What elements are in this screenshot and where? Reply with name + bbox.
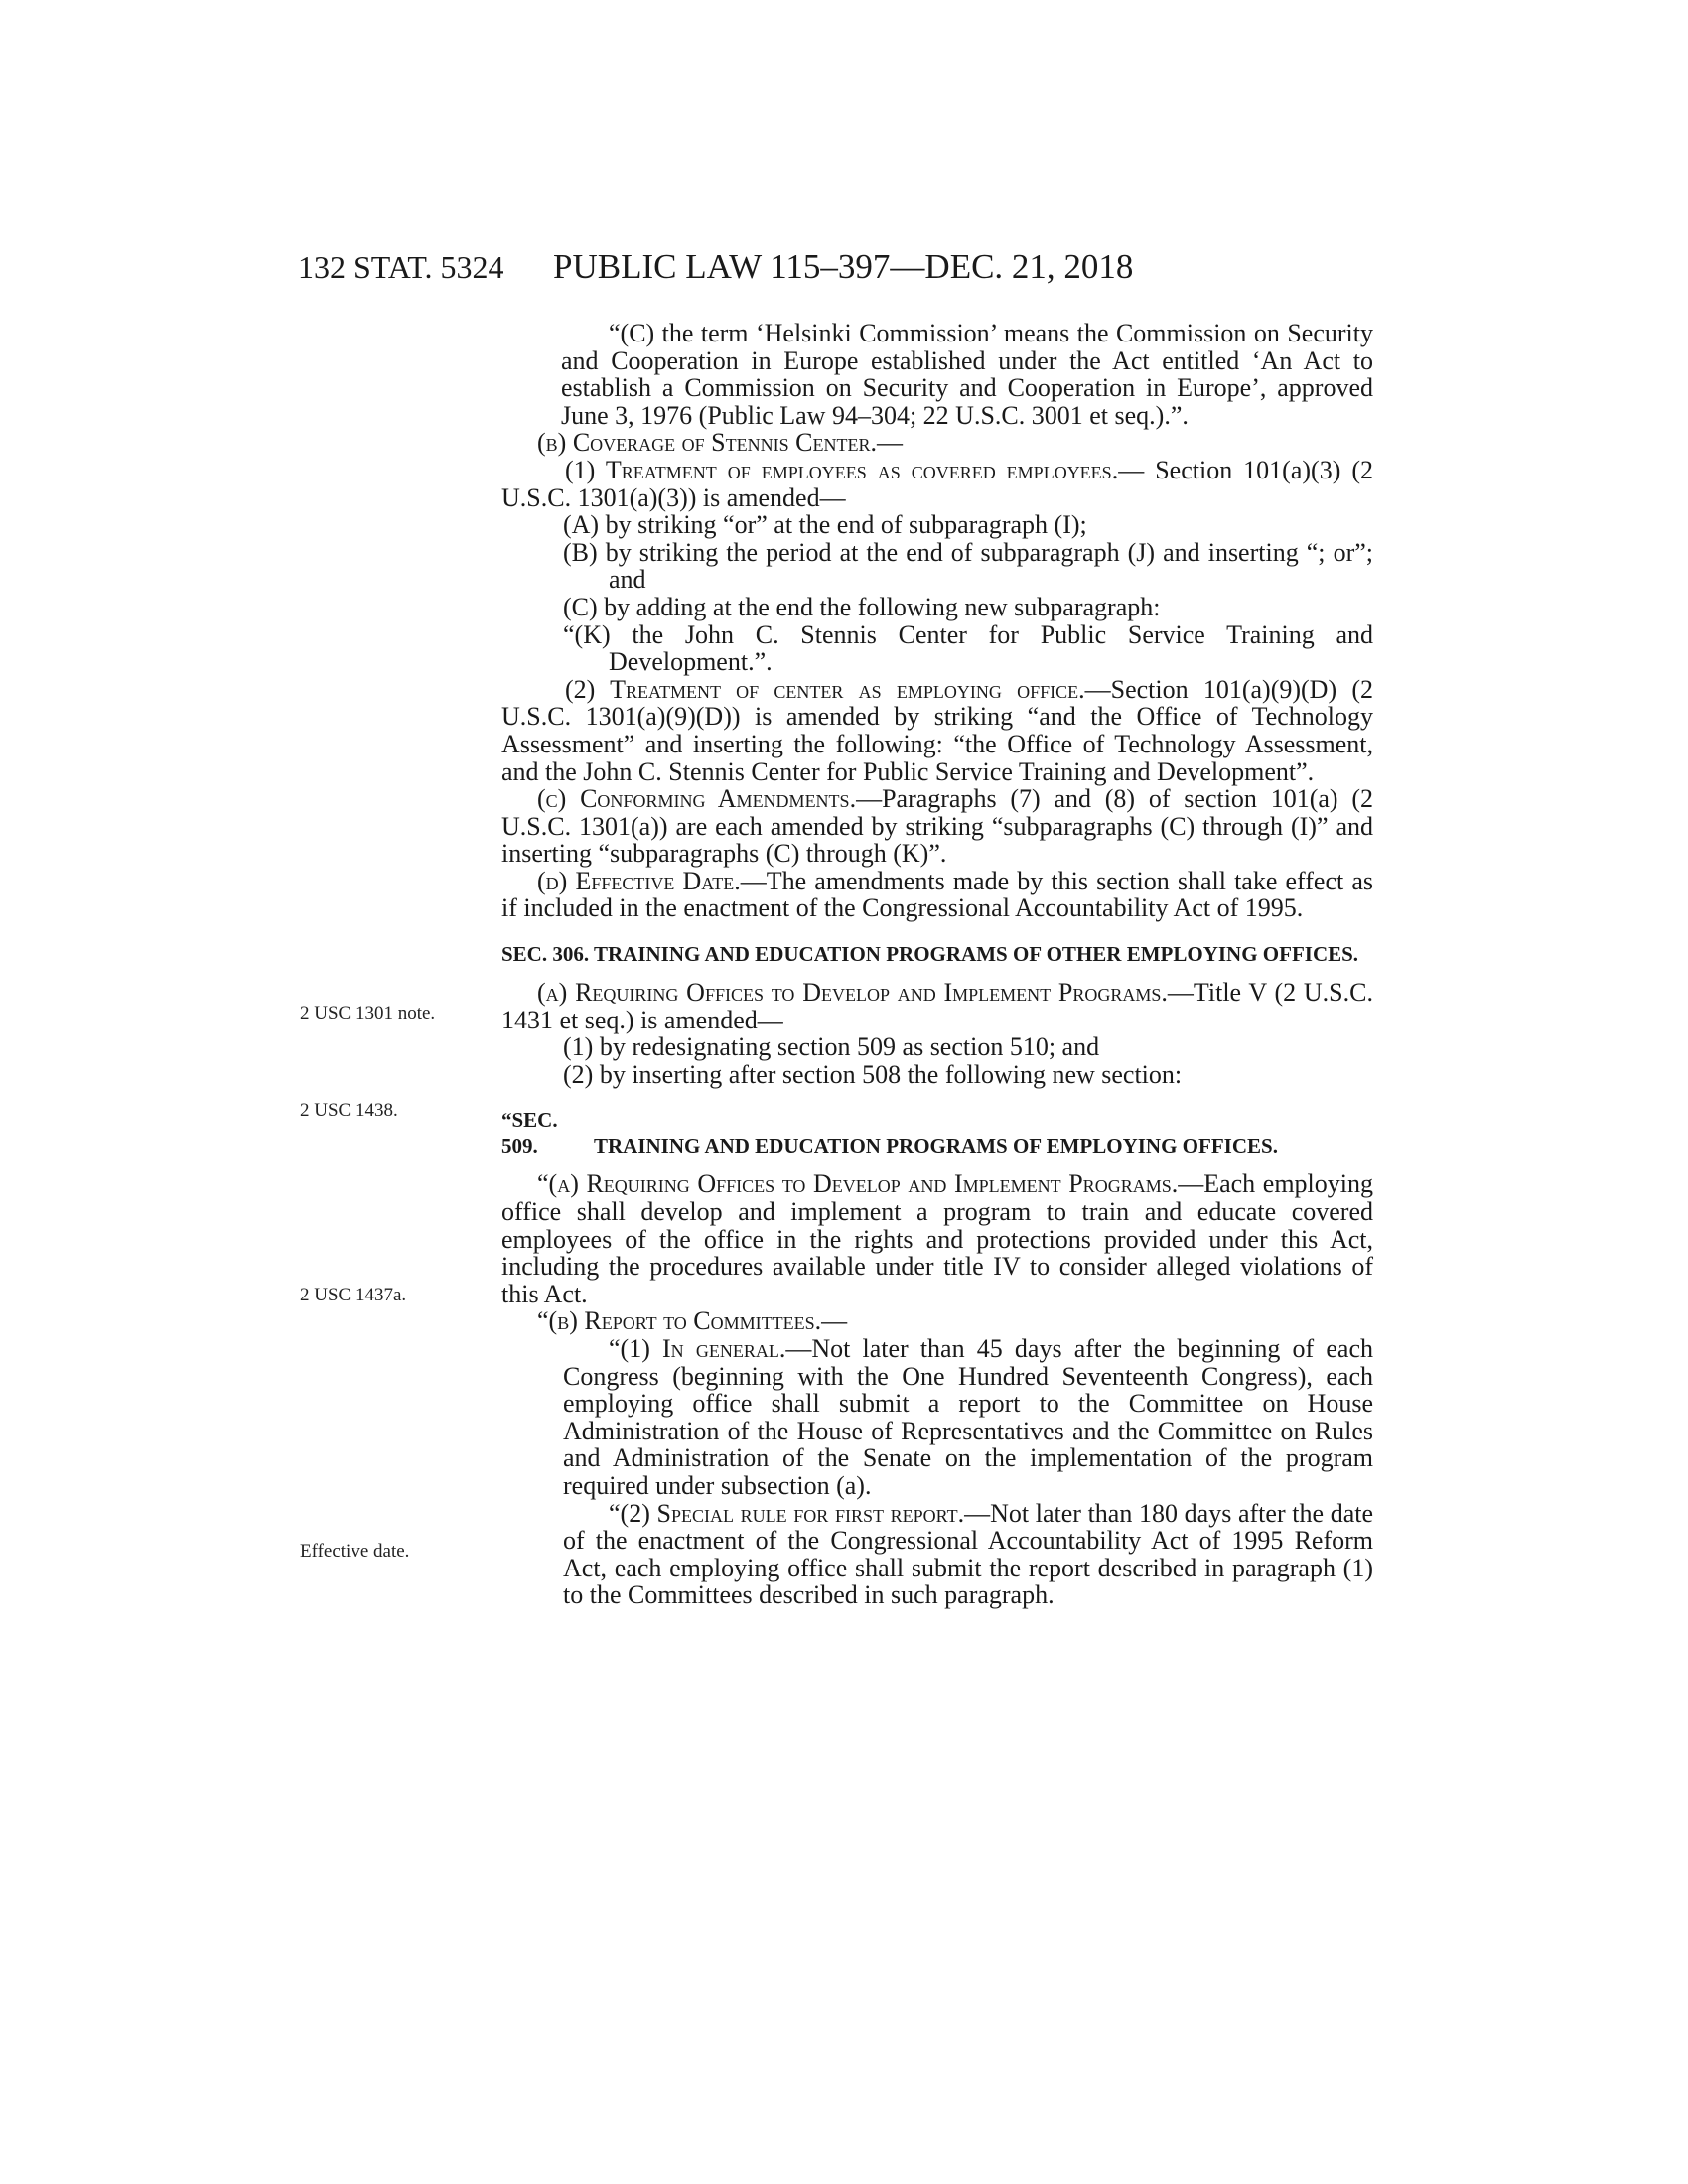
paragraph-b2 <box>501 676 1373 785</box>
subsection-509-b-heading: “(b) Report to Committees.— <box>537 1306 848 1336</box>
public-law-title: PUBLIC LAW 115–397—DEC. 21, 2018 <box>553 247 1134 286</box>
subsection-d-heading: (d) Effective Date.— <box>537 866 767 895</box>
subparagraph-b1-a: (A) by striking “or” at the end of subparagraph (I); <box>563 510 1087 540</box>
paragraph-b1-text: Section 101(a)(3) (2 U.S.C. 1301(a)(3)) is amended— <box>501 455 1374 512</box>
paragraph-b2-heading: (2) Treatment of center as employing office.— <box>565 674 1111 704</box>
subparagraph-b1-c: (C) by adding at the end the following new subparagraph: <box>563 592 1161 621</box>
subsection-306-a-heading: (a) Requiring Offices to Develop and Implement Programs.— <box>537 978 1194 1008</box>
section-509-heading <box>501 1107 1373 1159</box>
paragraph-306-a2: (2) by inserting after section 508 the following new section: <box>563 1059 1183 1089</box>
paragraph-509-b2-heading: “(2) Special rule for first report.— <box>609 1498 991 1528</box>
section-509-title: TRAINING AND EDUCATION PROGRAMS OF EMPLOYING OFFICES. <box>594 1134 1278 1159</box>
subsection-c-heading: (c) Conforming Amendments.— <box>537 784 883 814</box>
subsection-306-a <box>501 979 1373 1033</box>
paragraph-509-b2-text: Not later than 180 days after the date of the enactment of the Congressional Accountability Act of 1995 Reform Act, each employing office shall submit the report described in paragraph (1) to the Committees described in such paragraph. <box>563 1498 1373 1610</box>
paragraph-b1-heading: (1) Treatment of employees as covered employees.— <box>565 455 1145 484</box>
subsection-d-text: The amendments made by this section shall take effect as if included in the enactment of the Congressional Accountability Act of 1995. <box>501 866 1373 923</box>
paragraph-509-b1-text: Not later than 45 days after the beginning of each Congress (beginning with the One Hundred Seventeenth Congress), each employing office shall submit a report to the Committee on House Administration of the House of Representatives and the Committee on Rules and Administration of the Senate on the implementation of the program required under subsection (a). <box>563 1334 1373 1500</box>
section-306-heading <box>501 941 1373 967</box>
paragraph-b1 <box>501 457 1373 511</box>
subsection-509-a-text: Each employing office shall develop and implement a program to train and educate covered employees of the office in the rights and protections provided under this Act, including the procedures available under title IV to consider alleged violations of this Act. <box>501 1169 1373 1308</box>
subparagraph-k-text: “(K) the John C. Stennis Center for Public Service Training and Development.”. <box>563 619 1373 677</box>
subsection-d <box>501 868 1373 922</box>
paragraph-509-b2 <box>501 1500 1373 1609</box>
subsection-306-a-text: Title V (2 U.S.C. 1431 et seq.) is amended— <box>501 978 1373 1034</box>
subsection-c <box>501 785 1373 868</box>
section-509-number: “SEC. 509. <box>501 1108 558 1159</box>
subsection-c-text: Paragraphs (7) and (8) of section 101(a) (2 U.S.C. 1301(a)) are each amended by striking “subparagraphs (C) through (I)” and inserting “subparagraphs (C) through (K)”. <box>501 784 1373 869</box>
paragraph-306-a1: (1) by redesignating section 509 as section 510; and <box>563 1032 1100 1062</box>
margin-note-1301: 2 USC 1301 note. <box>300 1003 436 1024</box>
subsection-509-a <box>501 1170 1373 1307</box>
margin-note-1437a: 2 USC 1437a. <box>300 1285 407 1305</box>
paragraph-helsinki-definition: “(C) the term ‘Helsinki Commission’ means the Commission on Security and Cooperation in Europe established under the Act entitled ‘An Act to establish a Commission on Security and Cooperation in Europe’, approved June 3, 1976 (Public Law 94–304; 22 U.S.C. 3001 et seq.).”. <box>561 319 1373 430</box>
subsection-b-heading <box>501 429 1373 457</box>
subsection-509-b <box>501 1307 1373 1335</box>
subsection-b-heading-text: (b) Coverage of Stennis Center.— <box>537 428 903 458</box>
paragraph-509-b1 <box>501 1335 1373 1500</box>
margin-note-1438: 2 USC 1438. <box>300 1100 398 1121</box>
section-306-number: SEC. 306. <box>501 942 590 967</box>
section-306-title: TRAINING AND EDUCATION PROGRAMS OF OTHER EMPLOYING OFFICES. <box>594 942 1359 967</box>
margin-note-effective-date: Effective date. <box>300 1541 410 1562</box>
subparagraph-b1-b: (B) by striking the period at the end of subparagraph (J) and inserting “; or”; and <box>563 537 1373 595</box>
page-header <box>298 248 1374 288</box>
law-body-text <box>501 320 1373 1609</box>
paragraph-509-b1-heading: “(1) In general.— <box>609 1334 812 1363</box>
subsection-509-a-heading: “(a) Requiring Offices to Develop and Implement Programs.— <box>537 1169 1204 1199</box>
paragraph-b2-text: Section 101(a)(9)(D) (2 U.S.C. 1301(a)(9)(D)) is amended by striking “and the Office of Technology Assessment” and inserting the following: “the Office of Technology Assessment, and the John C. Stennis Center for Public Service Training and Development”. <box>501 674 1373 786</box>
statute-citation: 132 STAT. 5324 <box>298 249 504 285</box>
